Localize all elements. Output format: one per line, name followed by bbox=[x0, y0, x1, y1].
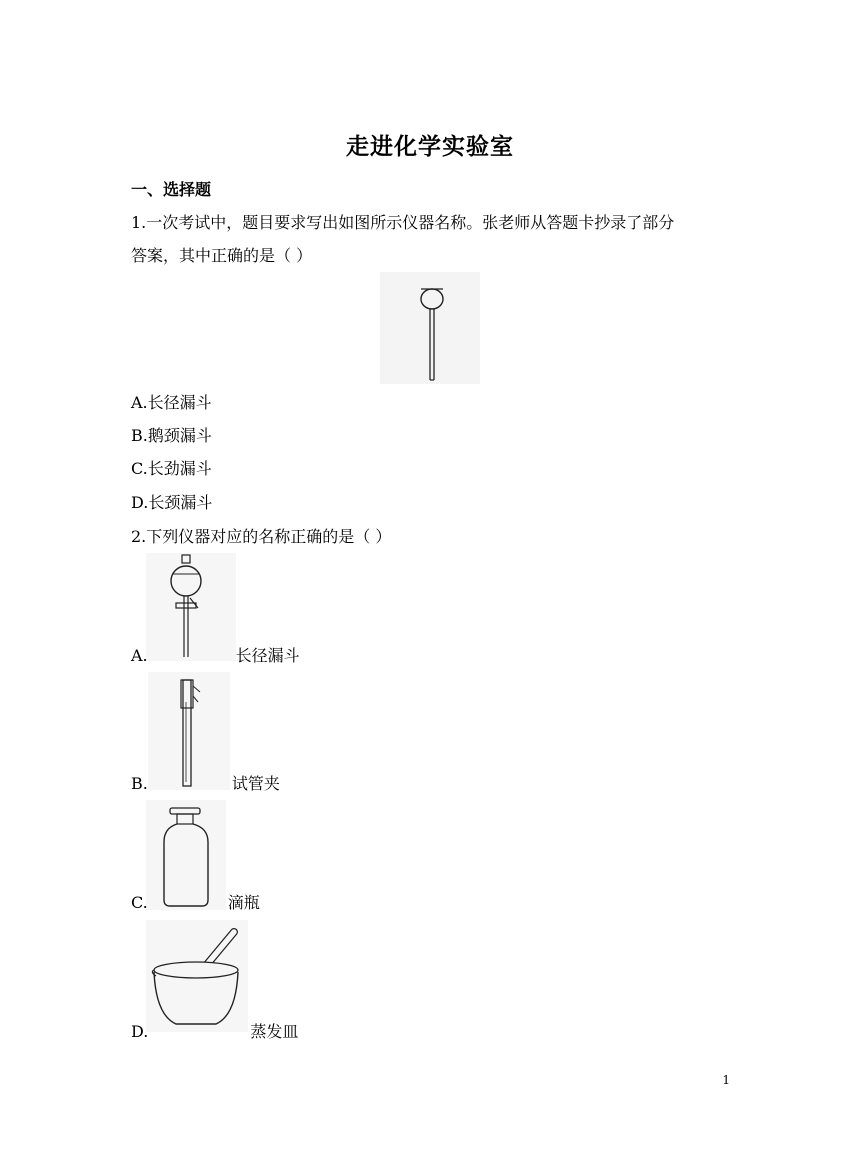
q1-option-b: B.鹅颈漏斗 bbox=[131, 426, 212, 445]
long-neck-funnel-figure bbox=[380, 272, 480, 388]
q2-option-a: A. 长径漏斗 bbox=[131, 646, 300, 665]
q2-stem: 2.下列仪器对应的名称正确的是（ ） bbox=[131, 527, 392, 546]
section-heading: 一、选择题 bbox=[131, 180, 212, 199]
q1-option-c: C.长劲漏斗 bbox=[131, 459, 212, 478]
q1-stem-line1: 1.一次考试中，题目要求写出如图所示仪器名称。张老师从答题卡抄录了部分 bbox=[131, 213, 675, 232]
q2-option-d: D. 蒸发皿 bbox=[131, 1022, 299, 1041]
page-title: 走进化学实验室 bbox=[346, 134, 514, 160]
q1-option-d: D.长颈漏斗 bbox=[131, 493, 213, 512]
q1-option-a: A.长径漏斗 bbox=[131, 393, 212, 412]
q1-stem-line2: 答案，其中正确的是（ ） bbox=[131, 246, 313, 265]
page-number: 1 bbox=[722, 1073, 730, 1087]
q2-option-c: C. 滴瓶 bbox=[131, 893, 260, 912]
q2-option-b: B. 试管夹 bbox=[131, 774, 280, 793]
mortar-and-pestle-figure bbox=[146, 920, 248, 1036]
